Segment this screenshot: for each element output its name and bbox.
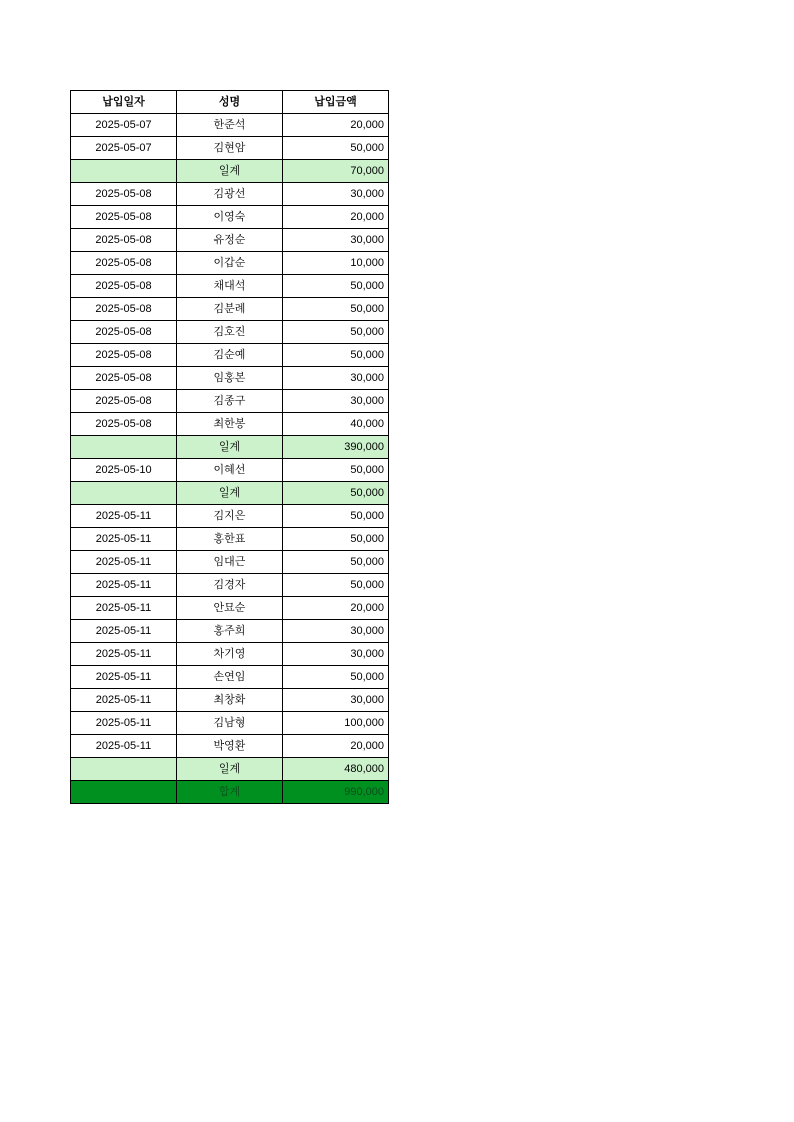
cell-amount: 40,000 (283, 413, 389, 436)
table-row (71, 229, 389, 252)
cell-amount: 50,000 (283, 528, 389, 551)
cell-name: 이갑순 (177, 252, 283, 275)
cell-amount: 50,000 (283, 551, 389, 574)
table-row-grandtotal (71, 781, 389, 804)
table-row (71, 298, 389, 321)
cell-name: 김순예 (177, 344, 283, 367)
table-row (71, 344, 389, 367)
table-row (71, 114, 389, 137)
table-row (71, 643, 389, 666)
cell-amount: 30,000 (283, 183, 389, 206)
table-row (71, 367, 389, 390)
cell-name: 김남형 (177, 712, 283, 735)
cell-date: 2025-05-11 (71, 712, 177, 735)
cell-date: 2025-05-08 (71, 344, 177, 367)
cell-date: 2025-05-08 (71, 298, 177, 321)
table-row (71, 275, 389, 298)
column-header-amount: 납입금액 (283, 91, 389, 114)
payment-ledger-sheet (70, 90, 388, 804)
cell-name: 유정순 (177, 229, 283, 252)
table-row (71, 689, 389, 712)
cell-amount: 990,000 (283, 781, 389, 804)
cell-date: 2025-05-11 (71, 597, 177, 620)
cell-name: 이영숙 (177, 206, 283, 229)
cell-date: 2025-05-08 (71, 183, 177, 206)
cell-date: 2025-05-11 (71, 735, 177, 758)
cell-date: 2025-05-11 (71, 620, 177, 643)
cell-name: 김분례 (177, 298, 283, 321)
cell-date: 2025-05-11 (71, 551, 177, 574)
cell-name: 김광선 (177, 183, 283, 206)
cell-date: 2025-05-08 (71, 413, 177, 436)
payment-table (70, 90, 389, 804)
cell-amount: 20,000 (283, 206, 389, 229)
table-row (71, 551, 389, 574)
cell-amount: 50,000 (283, 459, 389, 482)
cell-amount: 100,000 (283, 712, 389, 735)
cell-amount: 30,000 (283, 229, 389, 252)
table-row (71, 712, 389, 735)
cell-name: 임대근 (177, 551, 283, 574)
cell-amount: 480,000 (283, 758, 389, 781)
cell-date: 2025-05-11 (71, 666, 177, 689)
cell-amount: 390,000 (283, 436, 389, 459)
table-row (71, 206, 389, 229)
cell-name: 일계 (177, 436, 283, 459)
table-row (71, 574, 389, 597)
cell-date: 2025-05-08 (71, 206, 177, 229)
cell-date: 2025-05-08 (71, 390, 177, 413)
cell-date (71, 781, 177, 804)
cell-date: 2025-05-11 (71, 505, 177, 528)
table-row-subtotal (71, 436, 389, 459)
column-header-date: 납입일자 (71, 91, 177, 114)
cell-date (71, 436, 177, 459)
column-header-name: 성명 (177, 91, 283, 114)
table-row (71, 528, 389, 551)
table-row-subtotal (71, 160, 389, 183)
cell-date (71, 758, 177, 781)
cell-name: 한준석 (177, 114, 283, 137)
cell-name: 김경자 (177, 574, 283, 597)
cell-name: 일계 (177, 160, 283, 183)
cell-name: 합계 (177, 781, 283, 804)
table-row (71, 183, 389, 206)
table-row (71, 390, 389, 413)
cell-date: 2025-05-11 (71, 574, 177, 597)
table-row (71, 735, 389, 758)
cell-amount: 50,000 (283, 505, 389, 528)
cell-name: 채대석 (177, 275, 283, 298)
cell-name: 김지은 (177, 505, 283, 528)
cell-date: 2025-05-10 (71, 459, 177, 482)
cell-name: 홍한표 (177, 528, 283, 551)
cell-amount: 30,000 (283, 390, 389, 413)
cell-name: 김종구 (177, 390, 283, 413)
cell-name: 최창화 (177, 689, 283, 712)
table-body (71, 114, 389, 804)
table-row (71, 666, 389, 689)
cell-amount: 50,000 (283, 275, 389, 298)
cell-name: 일계 (177, 758, 283, 781)
cell-date: 2025-05-11 (71, 528, 177, 551)
cell-amount: 30,000 (283, 367, 389, 390)
table-row-subtotal (71, 482, 389, 505)
table-row (71, 620, 389, 643)
cell-name: 김호진 (177, 321, 283, 344)
cell-amount: 50,000 (283, 321, 389, 344)
cell-date (71, 160, 177, 183)
cell-date: 2025-05-08 (71, 321, 177, 344)
cell-amount: 20,000 (283, 597, 389, 620)
cell-date: 2025-05-11 (71, 689, 177, 712)
cell-amount: 50,000 (283, 482, 389, 505)
table-row (71, 321, 389, 344)
cell-name: 김현암 (177, 137, 283, 160)
table-row (71, 413, 389, 436)
table-header-row (71, 91, 389, 114)
cell-name: 홍주희 (177, 620, 283, 643)
cell-amount: 20,000 (283, 114, 389, 137)
cell-name: 박영환 (177, 735, 283, 758)
cell-amount: 50,000 (283, 137, 389, 160)
cell-name: 이혜선 (177, 459, 283, 482)
table-row (71, 505, 389, 528)
table-header (71, 91, 389, 114)
cell-amount: 50,000 (283, 298, 389, 321)
cell-amount: 10,000 (283, 252, 389, 275)
table-row (71, 597, 389, 620)
cell-amount: 70,000 (283, 160, 389, 183)
cell-date: 2025-05-08 (71, 367, 177, 390)
cell-name: 차기영 (177, 643, 283, 666)
cell-amount: 50,000 (283, 666, 389, 689)
cell-amount: 50,000 (283, 574, 389, 597)
cell-date: 2025-05-08 (71, 229, 177, 252)
cell-date: 2025-05-07 (71, 114, 177, 137)
cell-date: 2025-05-11 (71, 643, 177, 666)
cell-name: 안묘순 (177, 597, 283, 620)
table-row-subtotal (71, 758, 389, 781)
table-row (71, 137, 389, 160)
cell-name: 임홍본 (177, 367, 283, 390)
cell-amount: 20,000 (283, 735, 389, 758)
cell-name: 손연임 (177, 666, 283, 689)
cell-date (71, 482, 177, 505)
cell-date: 2025-05-08 (71, 252, 177, 275)
table-row (71, 459, 389, 482)
table-row (71, 252, 389, 275)
cell-date: 2025-05-07 (71, 137, 177, 160)
cell-amount: 30,000 (283, 620, 389, 643)
cell-amount: 30,000 (283, 689, 389, 712)
cell-amount: 50,000 (283, 344, 389, 367)
cell-name: 최한봉 (177, 413, 283, 436)
cell-date: 2025-05-08 (71, 275, 177, 298)
cell-name: 일계 (177, 482, 283, 505)
cell-amount: 30,000 (283, 643, 389, 666)
